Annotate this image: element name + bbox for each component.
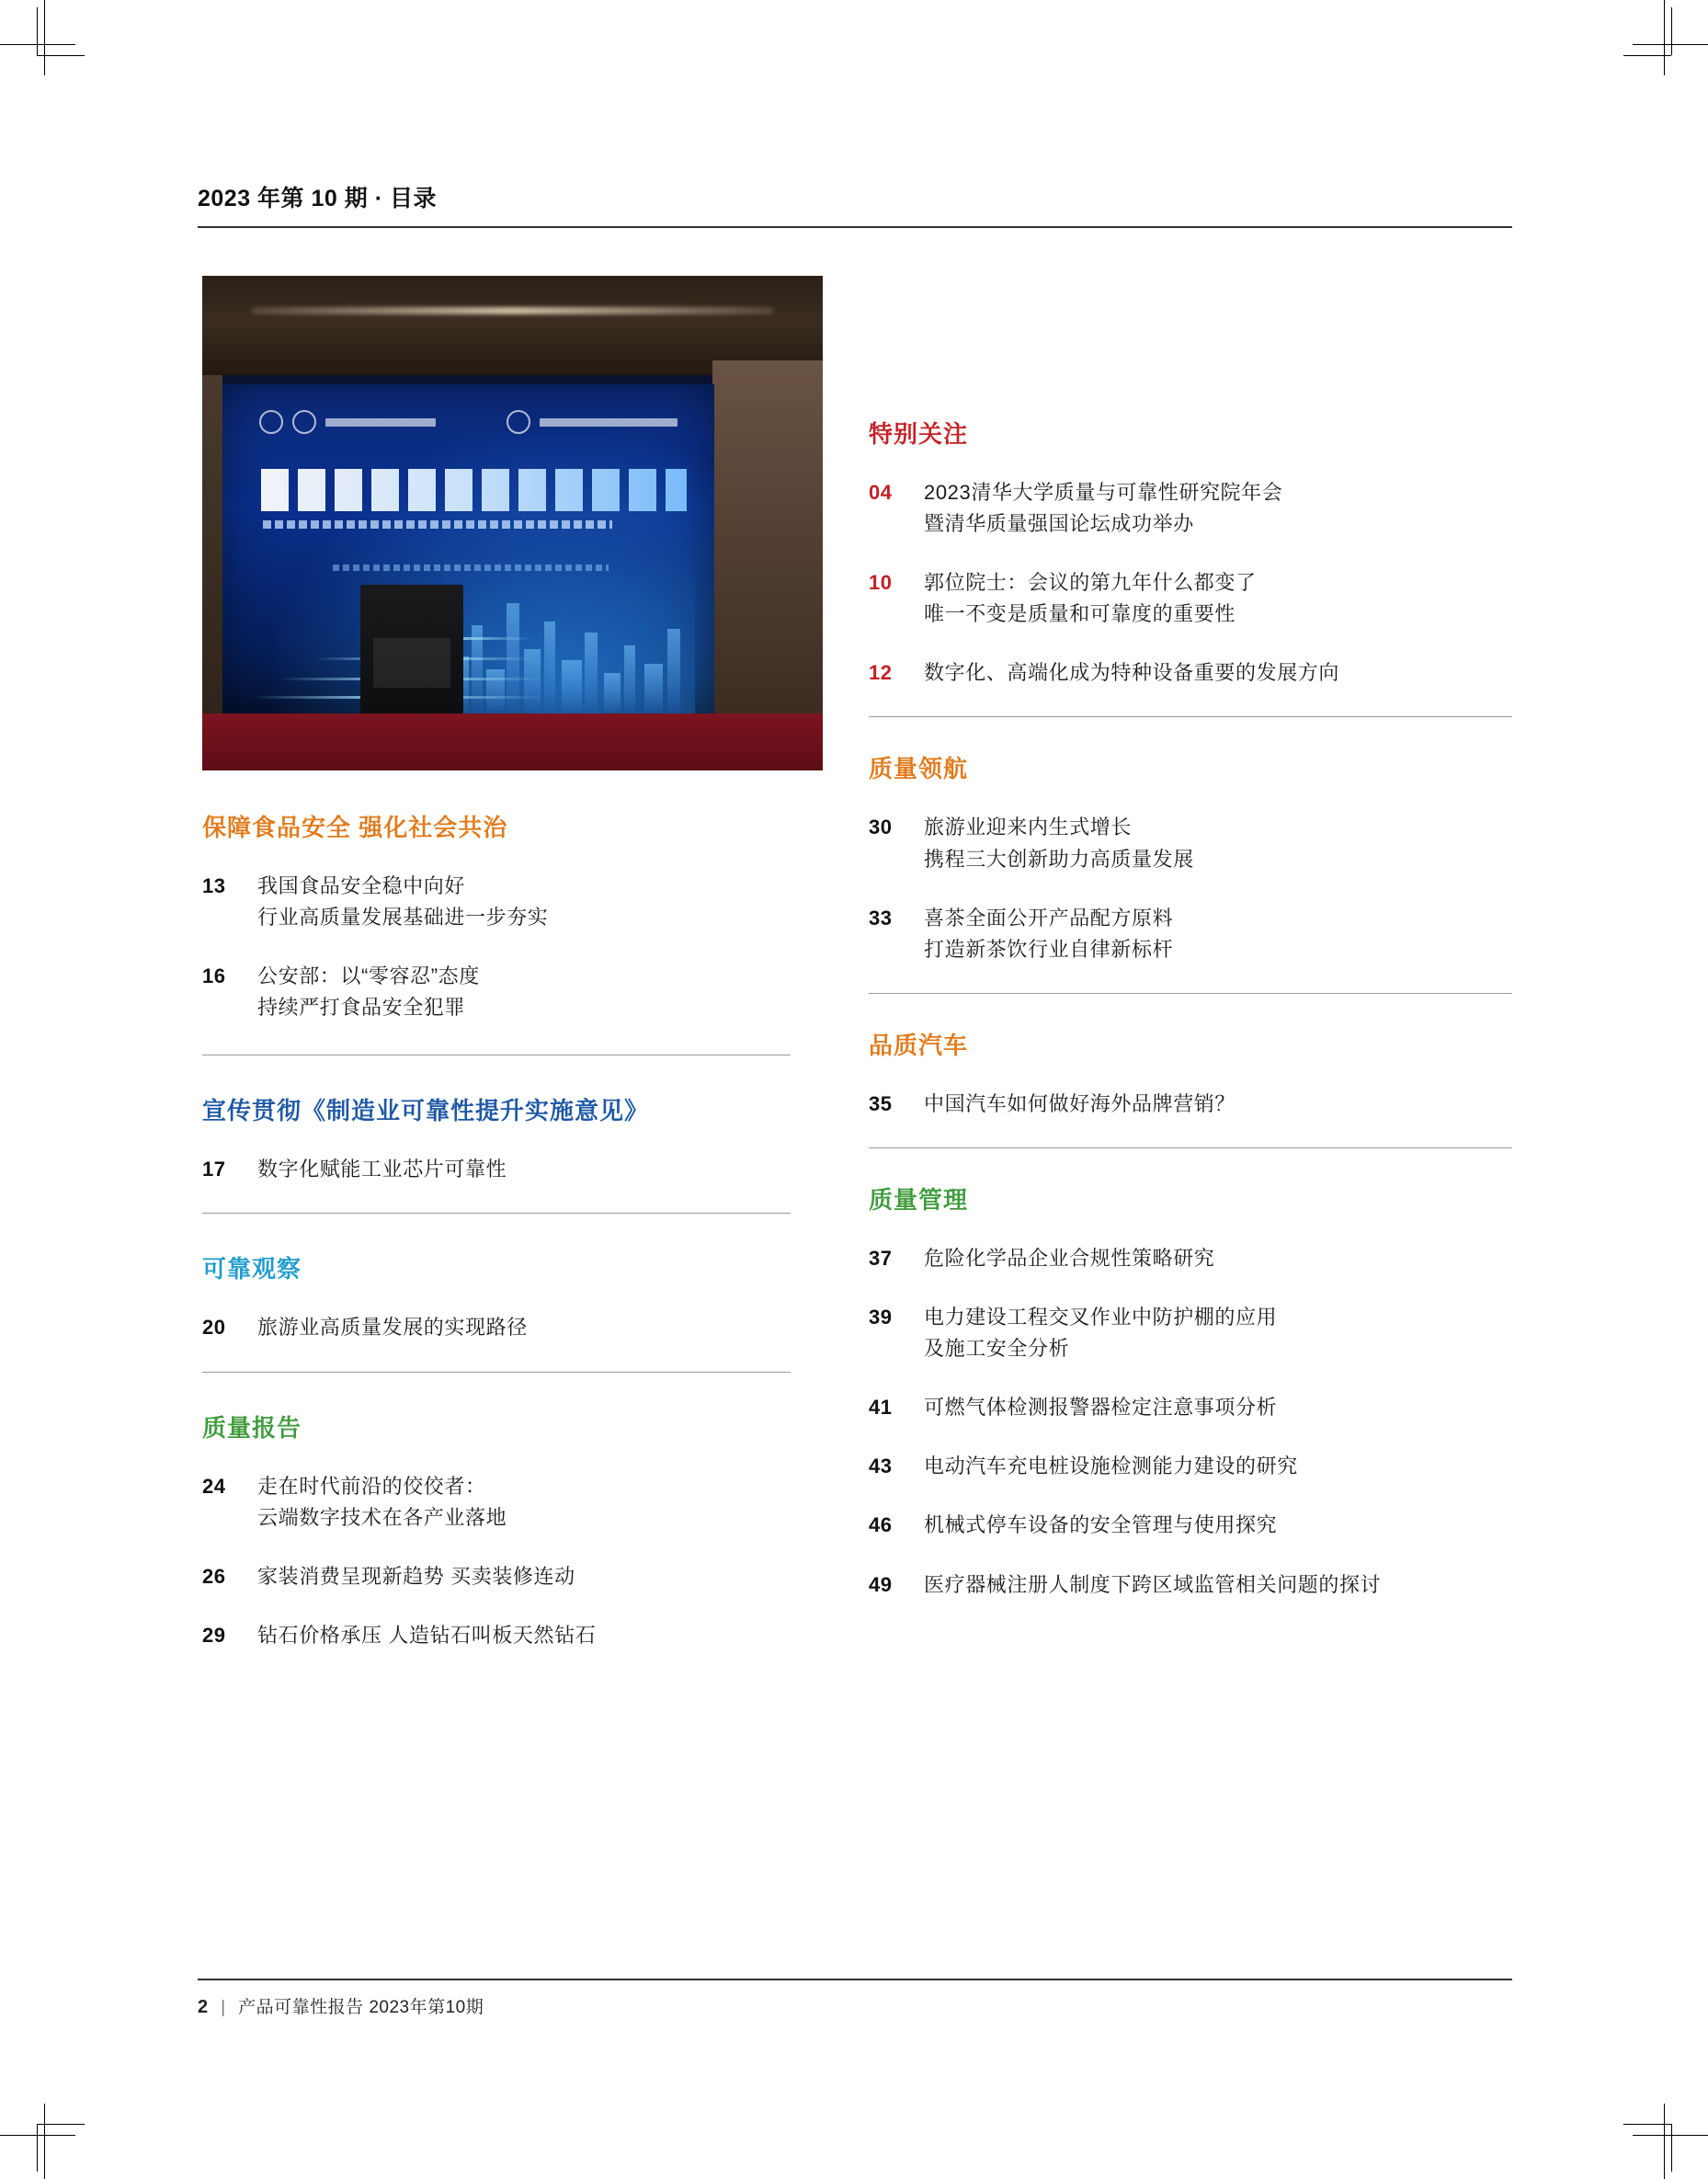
toc-page-number: 46 — [869, 1513, 893, 1537]
toc-entry-line2: 行业高质量发展基础进一步夯实 — [257, 906, 549, 930]
toc-entry[interactable] — [869, 812, 1512, 874]
toc-entry-line1: 机械式停车设备的安全管理与使用探究 — [924, 1513, 1278, 1537]
toc-page-number: 17 — [202, 1158, 226, 1181]
toc-entry-line2: 暨清华质量强国论坛成功举办 — [924, 512, 1194, 536]
section-title: 保障食品安全 强化社会共治 — [202, 814, 508, 841]
toc-left-column — [202, 809, 791, 1651]
section-publicity — [202, 1092, 791, 1214]
toc-page-number: 29 — [202, 1623, 226, 1647]
toc-entry-text — [924, 567, 1257, 630]
toc-right-column — [869, 416, 1512, 1601]
toc-entry-text — [257, 1561, 575, 1592]
toc-entry-line1: 公安部：以“零容忍”态度 — [257, 964, 480, 988]
toc-entry[interactable] — [202, 961, 791, 1023]
toc-entry[interactable] — [869, 1243, 1512, 1274]
toc-entry-line1: 2023清华大学质量与可靠性研究院年会 — [924, 481, 1283, 504]
page-footer — [198, 1979, 1512, 2018]
toc-page-number: 30 — [869, 816, 893, 839]
toc-entry[interactable] — [869, 1569, 1512, 1601]
toc-entry[interactable] — [869, 477, 1512, 540]
photo-stage-front — [202, 713, 823, 770]
photo-light-streaks — [252, 598, 704, 708]
toc-entry[interactable] — [869, 903, 1512, 965]
toc-entry-line2: 唯一不变是质量和可靠度的重要性 — [924, 602, 1236, 626]
toc-entry-line1: 可燃气体检测报警器检定注意事项分析 — [924, 1396, 1278, 1420]
logo-text-block — [325, 418, 436, 427]
toc-entry-text — [924, 903, 1173, 965]
footer-magazine-name: 产品可靠性报告 2023年第10期 — [238, 1998, 484, 2017]
section-reliable-observation — [202, 1250, 791, 1372]
toc-entry[interactable] — [869, 1451, 1512, 1482]
toc-page-number: 37 — [869, 1246, 893, 1270]
toc-entry-line1: 走在时代前沿的佼佼者： — [257, 1474, 486, 1498]
section-quality-management — [869, 1181, 1512, 1601]
toc-entry-text — [924, 1451, 1298, 1482]
photo-screen-title — [261, 469, 687, 511]
section-quality-auto — [869, 1027, 1512, 1148]
toc-page-number: 49 — [869, 1572, 893, 1596]
section-title: 质量报告 — [202, 1413, 302, 1442]
toc-entry-text — [257, 871, 548, 933]
toc-page-number: 26 — [202, 1564, 226, 1588]
footer-divider — [198, 1979, 1512, 1980]
toc-entry[interactable] — [202, 1154, 791, 1185]
photo-wall-right — [712, 360, 823, 770]
photo-wall-left — [202, 375, 222, 770]
section-title: 特别关注 — [869, 420, 969, 448]
toc-entry[interactable] — [869, 1510, 1512, 1541]
toc-entry-text — [924, 1302, 1277, 1364]
section-divider — [869, 1147, 1512, 1148]
footer-line — [198, 1993, 1512, 2018]
toc-page-number: 33 — [869, 906, 893, 930]
toc-entry-line1: 数字化赋能工业芯片可靠性 — [257, 1158, 507, 1181]
toc-entry-text — [924, 477, 1282, 540]
toc-page-number: 35 — [869, 1091, 893, 1115]
toc-entry[interactable] — [869, 1089, 1512, 1120]
photo-podium — [360, 585, 463, 713]
page-header — [198, 180, 1512, 228]
toc-entry-line2: 持续严打食品安全犯罪 — [257, 996, 466, 1020]
section-title: 宣传贯彻《制造业可靠性提升实施意见》 — [202, 1097, 650, 1125]
toc-entry-line1: 喜茶全面公开产品配方原料 — [924, 906, 1174, 930]
section-food-safety — [202, 809, 791, 1055]
photo-logo-row — [259, 410, 678, 434]
toc-entry-line1: 数字化、高端化成为特种设备重要的发展方向 — [924, 661, 1340, 685]
toc-entry-text — [257, 1312, 528, 1343]
toc-entry-line2: 云端数字技术在各产业落地 — [257, 1505, 507, 1529]
section-title: 质量领航 — [869, 755, 969, 783]
toc-entry-text — [257, 961, 480, 1023]
section-divider — [202, 1372, 791, 1373]
cover-photo — [202, 276, 823, 770]
toc-entry-line1: 电力建设工程交叉作业中防护棚的应用 — [924, 1306, 1278, 1329]
toc-entry-line1: 旅游业高质量发展的实现路径 — [257, 1316, 528, 1340]
toc-entry-text — [924, 1392, 1277, 1423]
toc-entry[interactable] — [202, 1620, 791, 1651]
toc-entry-line1: 旅游业迎来内生式增长 — [924, 816, 1133, 839]
toc-entry-text — [924, 657, 1339, 689]
toc-page-number: 43 — [869, 1455, 893, 1478]
section-divider — [869, 716, 1512, 717]
toc-page-number: 04 — [869, 481, 893, 504]
toc-entry[interactable] — [202, 871, 791, 933]
toc-entry[interactable] — [202, 1561, 791, 1592]
section-divider — [202, 1213, 791, 1214]
toc-entry-line2: 及施工安全分析 — [924, 1337, 1070, 1361]
toc-entry-text — [924, 812, 1194, 874]
section-quality-report — [202, 1409, 791, 1651]
toc-entry[interactable] — [202, 1471, 791, 1534]
toc-page-number: 24 — [202, 1474, 226, 1498]
toc-entry-text — [924, 1089, 1235, 1120]
toc-page-number: 39 — [869, 1306, 893, 1329]
section-special-focus — [869, 416, 1512, 717]
toc-entry-text — [257, 1620, 596, 1651]
section-quality-lead — [869, 750, 1512, 993]
page-title: 2023 年第 10 期 · 目录 — [198, 186, 437, 211]
toc-entry[interactable] — [202, 1312, 791, 1343]
toc-entry-line1: 我国食品安全稳中向好 — [257, 874, 466, 897]
toc-entry-text — [924, 1510, 1277, 1541]
toc-entry[interactable] — [869, 567, 1512, 630]
toc-entry-line1: 危险化学品企业合规性策略研究 — [924, 1246, 1215, 1270]
toc-entry-line2: 携程三大创新助力高质量发展 — [924, 847, 1194, 871]
toc-entry-line2: 打造新茶饮行业自律新标杆 — [924, 937, 1174, 961]
photo-stage-screen — [222, 384, 714, 713]
toc-entry-text — [924, 1569, 1381, 1601]
header-divider — [198, 226, 1512, 228]
toc-page-number: 12 — [869, 661, 893, 685]
toc-page-number: 16 — [202, 964, 226, 988]
toc-entry[interactable] — [869, 657, 1512, 689]
toc-page-number: 20 — [202, 1316, 226, 1340]
toc-entry-text — [257, 1471, 507, 1534]
toc-entry[interactable] — [869, 1392, 1512, 1423]
logo-mark-icon — [259, 410, 283, 434]
footer-separator: | — [221, 1998, 226, 2017]
toc-entry-line1: 医疗器械注册人制度下跨区域监管相关问题的探讨 — [924, 1572, 1382, 1596]
toc-page-number: 10 — [869, 571, 893, 595]
toc-entry-text — [924, 1243, 1214, 1274]
section-title: 可靠观察 — [202, 1255, 302, 1283]
logo-text-block — [540, 418, 678, 427]
section-title: 品质汽车 — [869, 1031, 969, 1059]
section-title: 质量管理 — [869, 1185, 969, 1214]
toc-entry-line1: 中国汽车如何做好海外品牌营销？ — [924, 1091, 1236, 1115]
logo-mark-icon — [507, 410, 530, 434]
toc-entry-line1: 钻石价格承压 人造钻石叫板天然钻石 — [257, 1623, 597, 1647]
footer-page-number: 2 — [198, 1997, 209, 2017]
logo-mark-icon — [292, 410, 316, 434]
section-divider — [869, 993, 1512, 994]
photo-screen-subtitle — [263, 520, 612, 529]
toc-entry-line1: 家装消费呈现新趋势 买卖装修连动 — [257, 1564, 575, 1588]
toc-page-number: 13 — [202, 874, 226, 897]
toc-entry-line1: 电动汽车充电桩设施检测能力建设的研究 — [924, 1455, 1298, 1478]
toc-entry-text — [257, 1154, 507, 1185]
toc-entry[interactable] — [869, 1302, 1512, 1364]
toc-entry-line1: 郭位院士：会议的第九年什么都变了 — [924, 571, 1257, 595]
toc-page-number: 41 — [869, 1396, 893, 1420]
